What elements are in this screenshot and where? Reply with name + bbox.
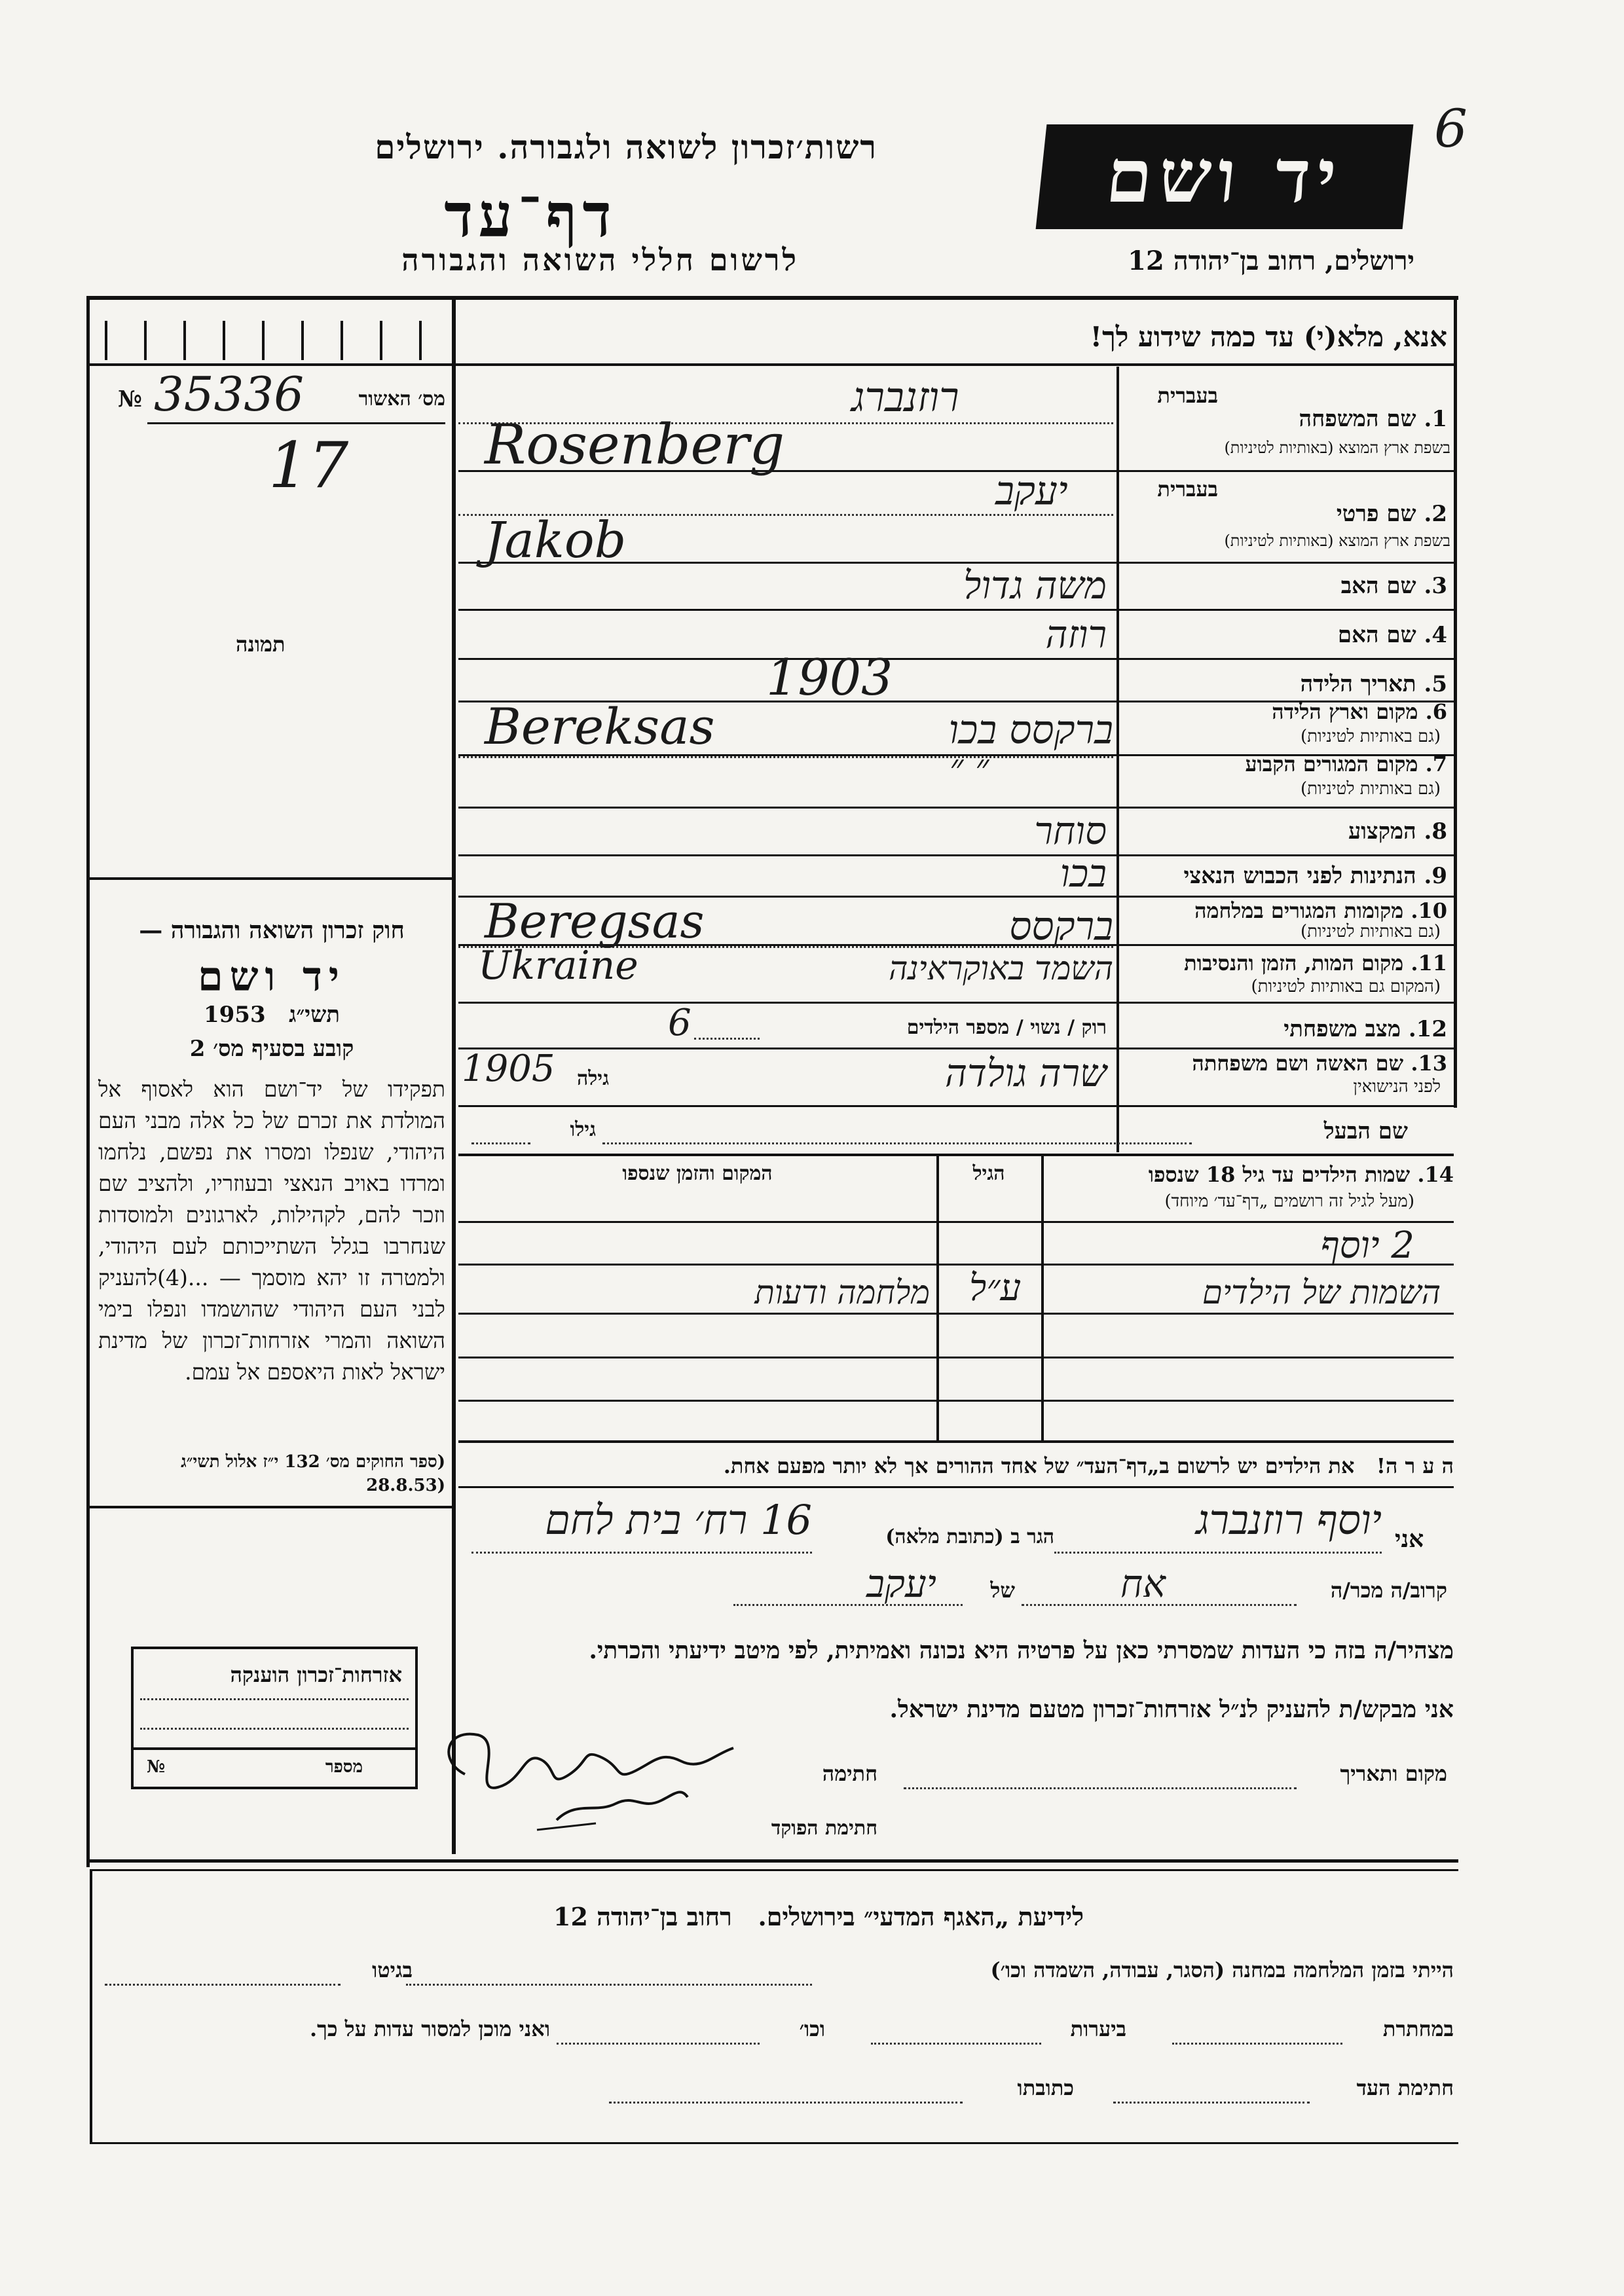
field-12-num: 12. bbox=[1408, 1016, 1447, 1042]
law-year bbox=[98, 1002, 445, 1028]
field-11-label bbox=[1126, 951, 1447, 975]
footer-line3-b: כתובתו bbox=[1017, 2075, 1074, 2100]
citizenship-number-label: מספר bbox=[325, 1757, 363, 1777]
field-9-label bbox=[1126, 863, 1447, 889]
children-text: שמות הילדים עד גיל 18 שנספו bbox=[1148, 1162, 1411, 1187]
field-1-note: בשפת ארץ המוצא (באותיות לטיניות) bbox=[1224, 439, 1450, 457]
field-10-num: 10. bbox=[1411, 898, 1447, 923]
header-address: ירושלים, רחוב בן־יהודה 12 bbox=[1128, 246, 1414, 276]
corner-mark: 6 bbox=[1434, 98, 1467, 159]
declarant-signature bbox=[426, 1689, 766, 1840]
field-1-latin-value: Rosenberg bbox=[485, 412, 785, 477]
children-row1: 2 יוסף bbox=[1320, 1224, 1414, 1267]
field-9-num: 9. bbox=[1424, 863, 1447, 889]
footer-address: רחוב בן־יהודה 12 bbox=[553, 1902, 732, 1931]
cert-sub-mark: 17 bbox=[268, 429, 349, 502]
field-7-text: מקום המגורים הקבוע bbox=[1245, 752, 1418, 776]
declarant-address: 16 רח׳ בית לחם bbox=[545, 1496, 812, 1544]
note-line bbox=[458, 1453, 1454, 1478]
declarant-residing-label: הגר ב (כתובת מלאה) bbox=[885, 1525, 1054, 1548]
field-13-age-value: 1905 bbox=[462, 1048, 555, 1090]
field-1-label bbox=[1225, 406, 1447, 432]
relation-value: אח bbox=[1120, 1561, 1166, 1606]
declarant-i-label: אני bbox=[1395, 1525, 1424, 1553]
field-5-num: 5. bbox=[1424, 671, 1447, 697]
field-4-label bbox=[1126, 622, 1447, 648]
footer-title bbox=[458, 1902, 1179, 1932]
field-7-num: 7. bbox=[1425, 752, 1447, 776]
children-label bbox=[1048, 1162, 1454, 1187]
instruction: אנא, מלא(י) עד כמה שידוע לך! bbox=[1090, 321, 1447, 353]
cert-no-sign: № bbox=[118, 386, 142, 412]
field-4-text: שם האם bbox=[1337, 622, 1416, 648]
field-12-options: רוק / נשוי / מספר הילדים bbox=[906, 1016, 1107, 1039]
relation-label: קרוב/ה מכר/ה bbox=[1330, 1578, 1447, 1603]
footer-line1-a: הייתי בזמן המלחמה במחנה (הסגר, עבודה, השמדה וכו׳) bbox=[990, 1958, 1454, 1982]
footer-line1-b: בגיטו bbox=[372, 1958, 413, 1982]
law-source: (ספר החוקים מס׳ 132 י״ז אלול תשי״ג (28.8.53 bbox=[181, 1452, 445, 1495]
field-3-value: משה גדול bbox=[963, 563, 1107, 608]
field-7-note: (גם באותיות לטיניות) bbox=[1300, 779, 1441, 799]
footer-line3-a: חתימת העד bbox=[1356, 2075, 1454, 2100]
field-1-text: שם המשפחה bbox=[1299, 406, 1416, 432]
field-1-hebrew-value: רוזנברג bbox=[851, 373, 959, 421]
note-label: ה ע ר ה! bbox=[1376, 1453, 1454, 1478]
field-10-note: (גם באותיות לטיניות) bbox=[1300, 922, 1441, 941]
field-10-hebrew-value: ברקסס bbox=[1009, 903, 1113, 949]
field-10-label bbox=[1126, 898, 1447, 923]
footer-title-text: לידיעת „האגף המדעי״ בירושלים. bbox=[758, 1902, 1084, 1931]
field-3-num: 3. bbox=[1424, 573, 1447, 599]
signature-label: חתימה bbox=[822, 1761, 877, 1786]
field-12-text: מצב משפחתי bbox=[1283, 1016, 1401, 1042]
request: אני מבקש/ת להעניק לנ״ל אזרחות־זכרון מטעם מדינת ישראל. bbox=[889, 1696, 1454, 1723]
form-subtitle: לרשום חללי השואה והגבורה bbox=[401, 242, 799, 278]
field-12-value: 6 bbox=[668, 1002, 692, 1044]
field-2-label bbox=[1225, 501, 1447, 527]
tally-marks bbox=[105, 321, 445, 360]
field-1-num: 1. bbox=[1424, 406, 1447, 432]
of-label: של bbox=[990, 1578, 1015, 1603]
field-13-value: שרה גולדה bbox=[944, 1051, 1107, 1095]
citizenship-no-sign: № bbox=[147, 1757, 166, 1777]
field-6-num: 6. bbox=[1425, 699, 1447, 724]
footer-line2-a: במחתרת bbox=[1382, 2016, 1454, 2041]
field-10-text: מקומות המגורים במלחמה bbox=[1194, 898, 1404, 923]
children-row2-name: השמות של הילדים bbox=[1202, 1273, 1441, 1311]
field-1-hebrew-tag: בעברית bbox=[1157, 383, 1218, 408]
cert-number: 35336 bbox=[154, 367, 304, 422]
field-11-num: 11. bbox=[1411, 951, 1447, 975]
law-text: תפקידו של יד־ושם הוא לאסוף אל המולדת את זכרם של כל אלה מבני העם היהודי, שנפלו ומסרו את נפשם, נלחמו ומרדו באויב הנאצי ובעוזריו, ולהציב שם וזכר להם, לקהילות, לארגונים ולמוסדות שנחרבו בגלל השתייכותם לעם היהודי, ולמטרה זו יהא מוסמך — ...(4)להעניק לבני העם היהודי שהושמדו ונפלו בימי השואה והמרי אזרחות־זכרון של מדינת ישראל לאות היאספם אל עמם. bbox=[98, 1076, 445, 1385]
field-13-label bbox=[1126, 1051, 1447, 1076]
field-11-note: (המקום גם באותיות לטיניות) bbox=[1251, 977, 1441, 996]
law-logo: יד ושם bbox=[197, 953, 346, 1000]
field-8-text: המקצוע bbox=[1348, 818, 1416, 845]
citizenship-title: אזרחות־זכרון הוענקה bbox=[230, 1662, 402, 1687]
citizenship-box bbox=[131, 1647, 418, 1789]
children-row2-age: ע״ל bbox=[969, 1267, 1022, 1309]
children-row2-place: מלחמה ודעות bbox=[754, 1273, 930, 1311]
logo-text: יד ושם bbox=[1102, 134, 1347, 219]
field-13-note: לפני הנישואין bbox=[1353, 1077, 1441, 1097]
field-6-label bbox=[1126, 699, 1447, 724]
footer-line2-c: וכו׳ bbox=[799, 2016, 825, 2041]
field-5-text: תאריך הלידה bbox=[1300, 671, 1416, 697]
law-year-heb: תשי״ג bbox=[289, 1002, 341, 1028]
footer-line2-b: ביערות bbox=[1070, 2016, 1126, 2041]
field-13-num: 13. bbox=[1411, 1051, 1447, 1076]
field-9-text: הנתינות לפני הכבוש הנאצי bbox=[1183, 863, 1416, 889]
field-13-text: שם האשה ושם משפחתה bbox=[1192, 1051, 1404, 1076]
field-7-label bbox=[1126, 752, 1447, 776]
field-2-hebrew-tag: בעברית bbox=[1157, 477, 1218, 501]
field-5-label bbox=[1126, 671, 1447, 697]
field-8-value: סוחר bbox=[1034, 809, 1107, 853]
field-12-label bbox=[1126, 1016, 1447, 1042]
place-date-label: מקום ותאריך bbox=[1340, 1761, 1447, 1786]
photo-label: תמונה bbox=[236, 632, 286, 657]
law-section: קובע בסעיף מס׳ 2 bbox=[189, 1036, 354, 1062]
field-11-text: מקום המות, הזמן והנסיבות bbox=[1184, 951, 1404, 975]
field-3-label bbox=[1126, 573, 1447, 599]
field-8-num: 8. bbox=[1424, 818, 1447, 845]
husband-age-label: גילו bbox=[570, 1118, 596, 1141]
field-5-value: 1903 bbox=[766, 648, 893, 706]
footer-line2-d: ואני מוכן למסור עדות על כך. bbox=[309, 2016, 550, 2041]
of-value: יעקב bbox=[866, 1561, 936, 1606]
form-title: דף־עד bbox=[444, 180, 617, 251]
field-2-hebrew-value: יעקב bbox=[995, 468, 1068, 514]
husband-label: שם הבעל bbox=[1323, 1118, 1408, 1144]
law-year-number: 1953 bbox=[203, 1002, 266, 1028]
authority-line: רשות׳זכרון לשואה ולגבורה. ירושלים bbox=[375, 128, 877, 166]
field-6-text: מקום וארץ הלידה bbox=[1272, 699, 1418, 724]
law-title: חוק זכרון השואה והגבורה — bbox=[139, 917, 405, 944]
field-2-latin-value: Jakob bbox=[485, 511, 627, 569]
field-2-text: שם פרטי bbox=[1336, 501, 1416, 527]
yad-vashem-logo bbox=[1036, 124, 1414, 229]
field-4-num: 4. bbox=[1424, 622, 1447, 648]
cert-label: מס׳ האשור bbox=[358, 388, 445, 410]
note-text: את הילדים יש לרשום ב„דף־העד״ של אחד ההורים אך לא יותר מפעם אחת. bbox=[723, 1453, 1355, 1478]
field-11-hebrew-value: השמד באוקראינה bbox=[889, 949, 1113, 987]
official-signature-label: חתימת הפוקד bbox=[771, 1817, 877, 1840]
field-3-text: שם האב bbox=[1340, 573, 1416, 599]
children-note: (מעל לגיל זה רושמים „דף־עד׳ מיוחד) bbox=[1164, 1192, 1414, 1211]
field-6-note: (גם באותיות לטיניות) bbox=[1300, 727, 1441, 746]
field-7-value: ״ ״ bbox=[950, 746, 989, 789]
field-4-value: רוזה bbox=[1045, 612, 1107, 657]
field-2-note: בשפת ארץ המוצא (באותיות לטיניות) bbox=[1224, 532, 1450, 550]
children-col-place: המקום והזמן שנספו bbox=[622, 1162, 773, 1185]
children-num: 14. bbox=[1417, 1162, 1454, 1187]
field-10-latin-value: Beregsas bbox=[485, 894, 705, 949]
field-13-age-label: גילה bbox=[576, 1067, 609, 1090]
field-6-hebrew-value: ברקסס בכו bbox=[948, 707, 1113, 753]
field-11-latin-value: Ukraine bbox=[478, 943, 638, 989]
field-9-value: בכו bbox=[1060, 851, 1107, 896]
field-2-num: 2. bbox=[1424, 501, 1447, 527]
declaration: מצהיר/ה בזה כי העדות שמסרתי כאן על פרטיה היא נכונה ואמיתית, לפי מיטב ידיעתי והכרתי. bbox=[589, 1637, 1454, 1664]
declarant-name: יוסף רוזנברג bbox=[1196, 1496, 1382, 1544]
field-6-latin-value: Bereksas bbox=[485, 697, 715, 756]
field-8-label bbox=[1126, 818, 1447, 845]
children-col-age: הגיל bbox=[972, 1162, 1005, 1185]
